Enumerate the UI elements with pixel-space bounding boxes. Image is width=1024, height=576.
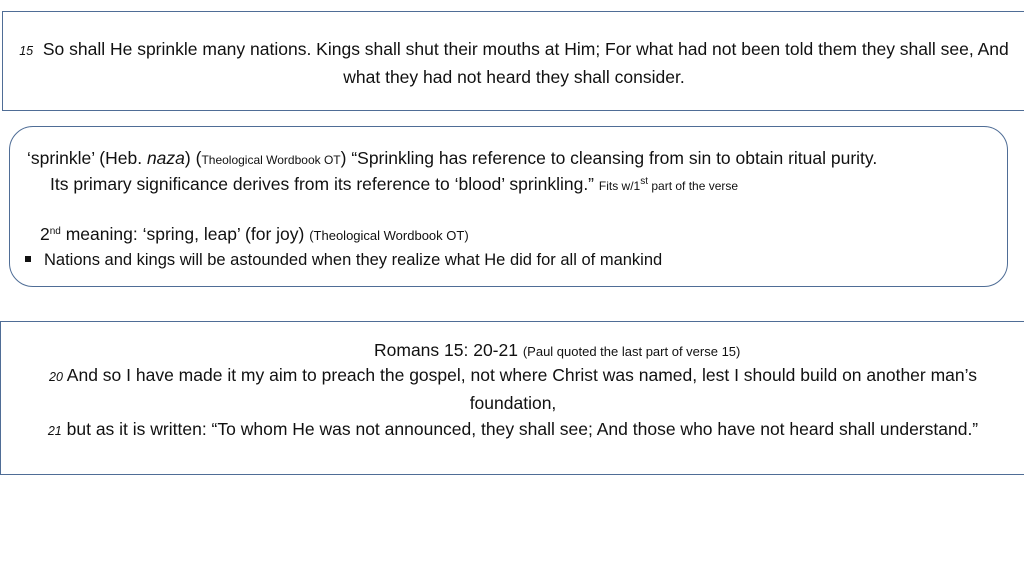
word-study-line-1 — [27, 148, 877, 169]
definition-lead: ‘sprinkle’ (Heb. — [27, 148, 147, 168]
bullet-icon — [25, 256, 31, 262]
romans-heading — [374, 337, 740, 365]
second-meaning-source: (Theological Wordbook OT) — [309, 228, 469, 243]
definition-quote-cont: Its primary significance derives from its reference to ‘blood’ sprinkling.” — [50, 174, 595, 194]
word-study-line-2 — [50, 174, 738, 195]
verse-text: So shall He sprinkle many nations. Kings shall shut their mouths at Him; For what had not been told them they shall see, And what they had not heard they shall consider. — [42, 39, 1009, 87]
hebrew-word: naza — [146, 148, 185, 168]
second-meaning-number: 2 — [40, 224, 50, 244]
verse-20-text: And so I have made it my aim to preach the gospel, not where Christ was named, lest I should build on another man’s foundation, — [62, 365, 977, 413]
second-meaning-line: 2nd meaning: ‘spring, leap’ (for joy) (Theological Wordbook OT) — [40, 224, 469, 244]
verse-20 — [11, 362, 1015, 416]
verse-21-number: 21 — [47, 424, 62, 438]
verse-21 — [11, 416, 1015, 444]
verse-number: 15 — [19, 44, 34, 58]
bullet-item — [25, 251, 662, 270]
romans-note: (Paul quoted the last part of verse 15) — [522, 344, 741, 359]
source-citation: Theological Wordbook OT — [201, 153, 341, 167]
paren-open: ) ( — [184, 148, 202, 168]
romans-verses — [11, 362, 1015, 444]
romans-reference: Romans 15: 20-21 — [374, 340, 523, 360]
verse-20-number: 20 — [49, 370, 63, 384]
verse-15-box — [2, 11, 1024, 111]
bullet-text: Nations and kings will be astounded when they realize what He did for all of mankind — [44, 251, 663, 269]
verse-21-text: but as it is written: “To whom He was not announced, they shall see; And those who have not heard shall understand.” — [61, 419, 979, 439]
second-meaning-text: meaning: ‘spring, leap’ (for joy) — [60, 224, 310, 244]
word-study-box — [9, 126, 1008, 287]
definition-quote: ) “Sprinkling has reference to cleansing from sin to obtain ritual purity. — [340, 148, 878, 168]
fits-note: Fits w/1st part of the verse — [598, 176, 739, 193]
romans-box — [0, 321, 1024, 475]
